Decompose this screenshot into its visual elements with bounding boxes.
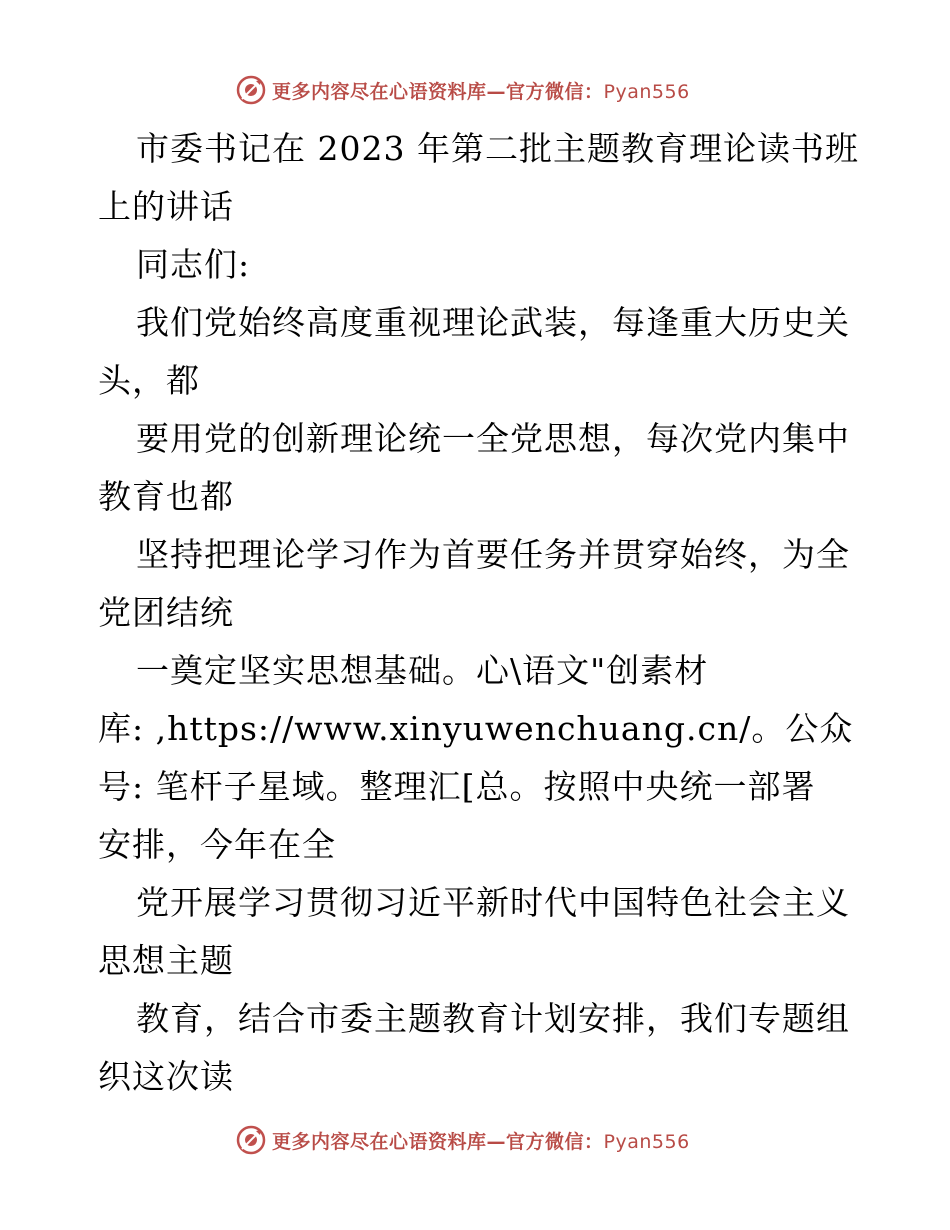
header-watermark bbox=[236, 73, 690, 107]
pen-logo-icon bbox=[236, 75, 266, 105]
watermark-text: 更多内容尽在心语资料库—官方微信： bbox=[272, 80, 604, 103]
text-line: 库: ,https://www.xinyuwenchuang.cn/。公众 bbox=[98, 709, 854, 748]
watermark-text: 更多内容尽在心语资料库—官方微信： bbox=[272, 1130, 604, 1153]
text-line: 安排，今年在全 bbox=[98, 825, 336, 864]
text-line: 同志们: bbox=[136, 245, 251, 284]
text-line: 要用党的创新理论统一全党思想，每次党内集中 bbox=[136, 419, 850, 458]
text-line: 号: 笔杆子星域。整理汇[总。按照中央统一部署 bbox=[98, 767, 816, 806]
watermark-wechat-id: Pyan556 bbox=[603, 80, 690, 103]
text-line: 一奠定坚实思想基础。心\语文"创素材 bbox=[136, 651, 709, 690]
document-body bbox=[98, 120, 858, 1106]
text-line: 教育，结合市委主题教育计划安排，我们专题组 bbox=[136, 999, 850, 1038]
text-line: 教育也都 bbox=[98, 477, 234, 516]
text-line: 党开展学习贯彻习近平新时代中国特色社会主义 bbox=[136, 883, 850, 922]
text-line: 市委书记在 2023 年第二批主题教育理论读书班 bbox=[136, 129, 859, 168]
pen-logo-icon bbox=[236, 1125, 266, 1155]
footer-watermark bbox=[236, 1123, 690, 1157]
text-line: 思想主题 bbox=[98, 941, 234, 980]
text-line: 上的讲话 bbox=[98, 187, 234, 226]
watermark-wechat-id: Pyan556 bbox=[603, 1130, 690, 1153]
text-line: 坚持把理论学习作为首要任务并贯穿始终，为全 bbox=[136, 535, 850, 574]
text-line: 头，都 bbox=[98, 361, 200, 400]
text-line: 党团结统 bbox=[98, 593, 234, 632]
text-line: 我们党始终高度重视理论武装，每逢重大历史关 bbox=[136, 303, 850, 342]
text-line: 织这次读 bbox=[98, 1057, 234, 1096]
